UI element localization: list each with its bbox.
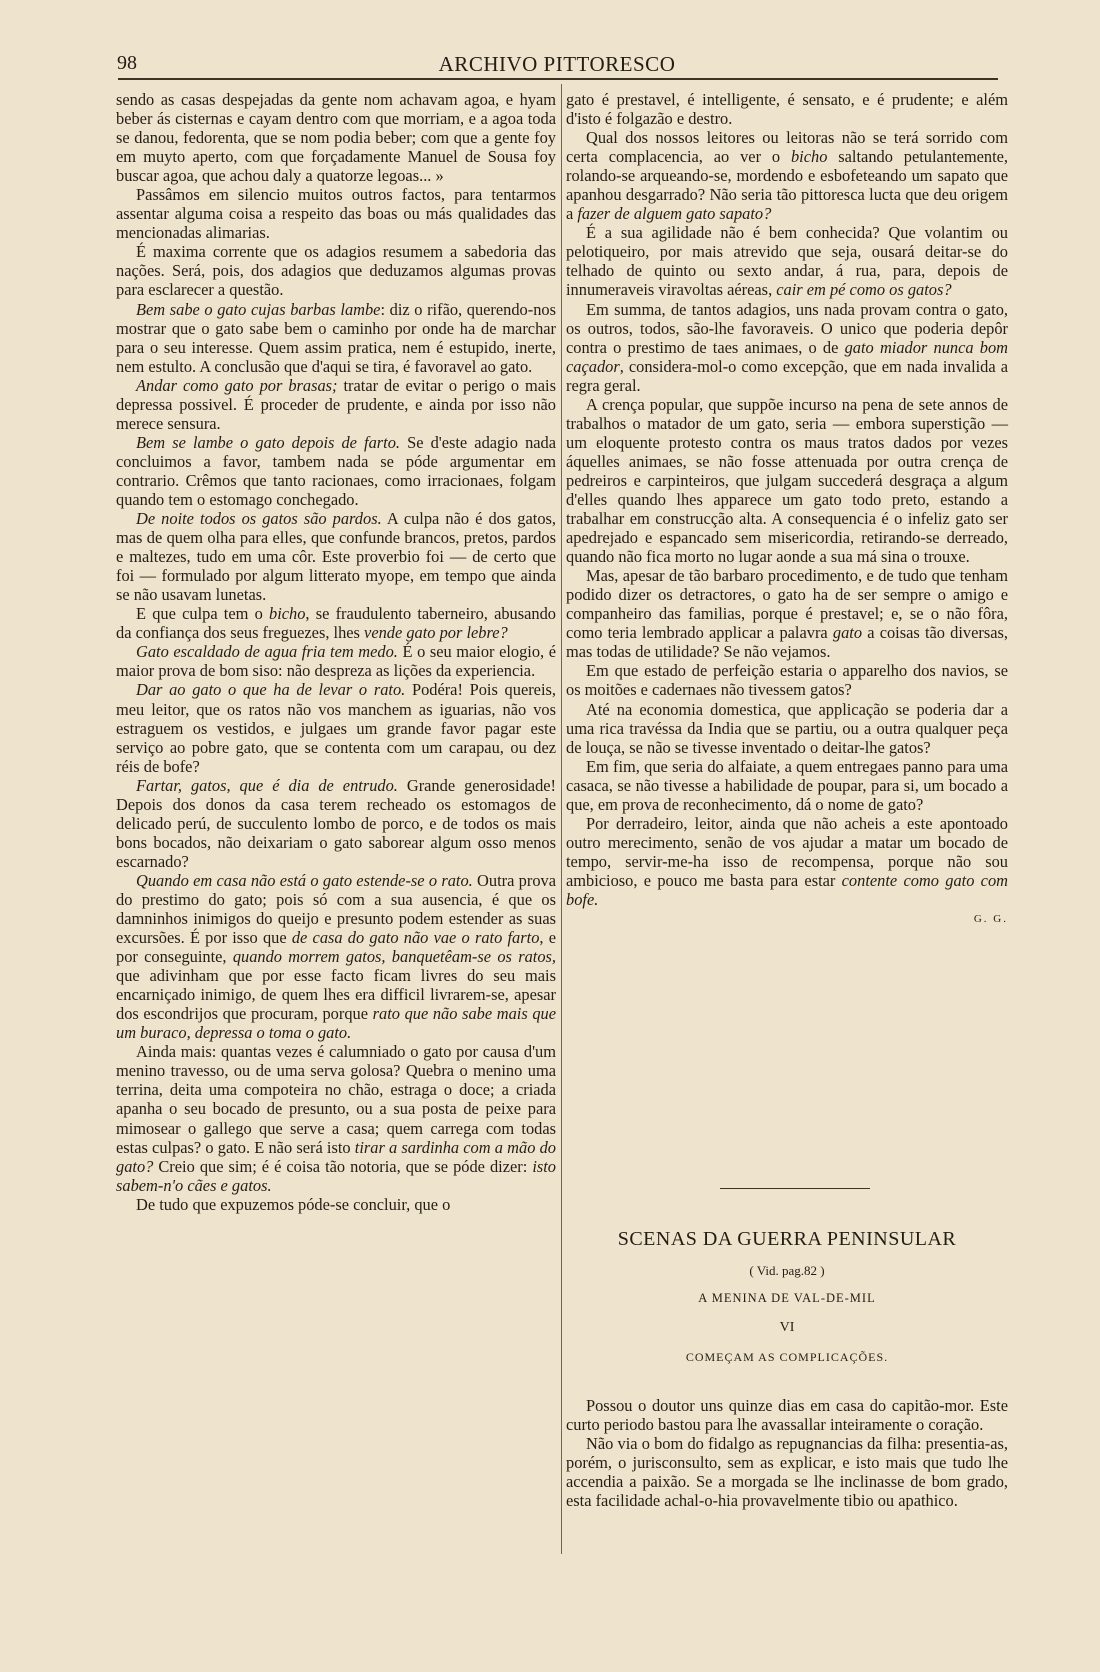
italic-phrase: Andar como gato por brasas; xyxy=(136,375,338,395)
italic-phrase: gato miador nunca bom caçador xyxy=(566,337,1008,376)
paragraph xyxy=(566,223,1008,299)
text-run: Outra prova do prestimo do gato; pois só com a sua ausencia, é que os damninhos inimigos do queijo e presunto podem estender as suas excursões. É por isso que xyxy=(116,870,556,948)
italic-phrase: gato xyxy=(832,623,863,643)
text-run: Se d'este adagio nada concluimos a favor, tambem nada se póde argumentar em contrario. Crêmos que tanto racionaes, como irracionaes, folgam quando tem o estomago conchegado. xyxy=(116,432,557,509)
text-run: Até na economia domestica, que applicação se poderia dar a uma rica travéssa da India que se partiu, ou a outra qualquer peça de louça, se não se tivesse inventado o deitar-lhe gatos? xyxy=(566,699,1008,757)
paragraph xyxy=(116,376,556,433)
paragraph xyxy=(116,185,556,242)
text-run: Qual dos nossos leitores ou leitoras não se terá sorrido com certa complacencia, ao ver o xyxy=(566,128,1008,167)
text-run: que adivinham que por esse facto ficam livres do seu mais encarniçado inimigo, de quem lhes era difficil livrarem-se, apesar dos escondrijos que procuram, porque xyxy=(116,966,556,1024)
paragraph xyxy=(116,1195,556,1214)
text-run: Não via o bom do fidalgo as repugnancias da filha: presentia-as, porém, o jurisconsulto, sem as explicar, e isto mais que tudo lhe accendia a paixão. Se a morgada se lhe inclinasse de bom grado, esta facilidade achal-o-hia provavelmente tibio ou apathico. xyxy=(566,1434,1008,1511)
paragraph xyxy=(566,395,1008,566)
italic-phrase: de casa do gato não vae o rato farto xyxy=(291,928,540,948)
paragraph xyxy=(566,757,1008,814)
section-reference: ( Vid. pag.82 ) xyxy=(749,1263,825,1278)
text-run: , se fraudulento taberneiro, abusando da confiança dos seus freguezes, lhes xyxy=(116,604,556,643)
left-column xyxy=(116,90,556,1550)
chapter-number: VI xyxy=(779,1320,795,1335)
text-run: Em que estado de perfeição estaria o apparelho dos navios, se os moitões e cadernaes não tivessem gatos? xyxy=(566,661,1008,700)
author-signature: G. G. xyxy=(973,913,1008,926)
text-run: Possou o doutor uns quinze dias em casa do capitão-mor. Este curto periodo bastou para lhe avassallar inteiramente o coração. xyxy=(566,1396,1008,1435)
paragraph xyxy=(116,242,556,299)
italic-phrase: Gato escaldado de agua fria tem medo. xyxy=(136,642,398,662)
right-column-article xyxy=(566,90,1008,909)
chapter-title: COMEÇAM AS COMPLICAÇÕES. xyxy=(685,1350,889,1364)
italic-phrase: tirar a sardinha com a mão do gato? xyxy=(116,1137,556,1176)
paragraph xyxy=(566,90,1008,128)
paragraph xyxy=(566,300,1008,395)
section-text xyxy=(566,1396,1008,1510)
italic-phrase: rato que não sabe mais que um buraco, depressa o toma o gato. xyxy=(116,1004,556,1043)
section-separator xyxy=(720,1188,870,1189)
page-number: 98 xyxy=(117,52,137,74)
italic-phrase: Fartar, gatos, que é dia de entrudo. xyxy=(136,775,398,795)
text-run: De tudo que expuzemos póde-se concluir, que o xyxy=(136,1194,451,1214)
text-run: Passâmos em silencio muitos outros factos, para tentarmos assentar alguma coisa a respeito das boas ou más qualidades das mencionadas alimarias. xyxy=(116,185,556,243)
right-column xyxy=(566,90,1008,1190)
italic-phrase: fazer de alguem gato sapato? xyxy=(577,204,772,224)
italic-phrase: isto sabem-n'o cães e gatos. xyxy=(116,1156,556,1195)
text-run: Creio que sim; é é coisa tão notoria, que se póde dizer: xyxy=(153,1156,533,1176)
paragraph xyxy=(566,1434,1008,1510)
paragraph xyxy=(116,509,556,604)
text-run: A culpa não é dos gatos, mas de quem olha para elles, que confunde brancos, pretos, pardos e maltezes, tudo em uma côr. Este proverbio foi — de certo que foi — formulado por algum litterato myope, em tempo que ainda se não usavam lunetas. xyxy=(116,509,556,605)
header-rule xyxy=(118,78,998,80)
text-run: Mas, apesar de tão barbaro procedimento, e de tudo que tenham podido dizer os detractores, o gato ha de ser sempre o amigo e companheiro das familias, porque é prestavel; e, se o não fôra, como teria lembrado applicar a palavra xyxy=(566,566,1008,643)
text-run: Por derradeiro, leitor, ainda que não acheis a este apontoado outro merecimento, senão de vos ajudar a matar um bocado de tempo, servir-me-ha isso de recompensa, porque não sou ambicioso, e pouco me basta para estar xyxy=(566,813,1008,890)
text-run: Grande generosidade! Depois dos donos da casa terem recheado os estomagos de delicado perú, de succulento lombo de porco, e de todos os mais bons bocados, não deixariam o gato saborear algum osso menos escarnado? xyxy=(116,775,556,871)
paragraph xyxy=(566,1396,1008,1434)
paragraph xyxy=(566,661,1008,699)
paragraph xyxy=(116,300,556,376)
paragraph xyxy=(116,776,556,871)
text-run: Podéra! Pois quereis, meu leitor, que os ratos não vos manchem as iguarias, não vos estraguem os vestidos, e julgaes um grande favor pagar este serviço ao pobre gato, que se contenta com um carapau, ou dez réis de bofe? xyxy=(116,680,556,776)
section-subtitle: A MENINA DE VAL-DE-MIL xyxy=(698,1291,876,1305)
paragraph xyxy=(116,1042,556,1194)
italic-phrase: vende gato por lebre? xyxy=(364,623,508,643)
text-run: , considera-mol-o como excepção, que em nada invalida a regra geral. xyxy=(566,356,1008,395)
italic-phrase: contente como gato com bofe. xyxy=(566,870,1008,909)
text-run: A crença popular, que suppõe incurso na pena de sete annos de trabalhos o matador de um gato, seria — embora superstição — um eloquente protesto contra os maus tratos dados por vezes áquelles animaes, se não fosse attenuada por outra crença de pedreiros e carpinteiros, que julgam succederá desgraça a algum d'elles quando lhes apparece um gato todo preto, estando a trabalhar em construcção alta. A consequencia é o infeliz gato ser apedrejado e espancado sem misericordia, retirando-se derreado, quando não fica morto no lugar aonde a sua má sina o trouxe. xyxy=(566,394,1008,567)
italic-phrase: bicho xyxy=(790,147,828,167)
section-heading xyxy=(566,1228,1008,1365)
text-run: sendo as casas despejadas da gente nom achavam agoa, e hyam beber ás cisternas e cayam dentro com que morriam, e a agoa toda se danou, fedorenta, que se nom podia beber; com que a gente foy em muyto aperto, com que forçadamente Manuel de Sousa foy buscar agoa, que achou daly a quatorze legoas... » xyxy=(116,90,556,186)
paragraph xyxy=(116,604,556,642)
italic-phrase: Quando em casa não está o gato estende-se o rato. xyxy=(136,870,473,890)
paragraph xyxy=(566,566,1008,661)
italic-phrase: cair em pé como os gatos? xyxy=(776,280,952,300)
italic-phrase: quando morrem gatos, banquetêam-se os ratos, xyxy=(232,947,556,967)
italic-phrase: bicho xyxy=(269,604,306,624)
running-header xyxy=(112,52,1002,80)
paragraph xyxy=(566,128,1008,223)
text-run: : diz o rifão, querendo-nos mostrar que o gato sabe bem o caminho por onde ha de marchar para o seu interesse. Quem assim pratica, nem é estupido, inerte, nem estulto. A conclusão que d'aqui se tira, é favoravel ao gato. xyxy=(116,299,556,376)
italic-phrase: De noite todos os gatos são pardos. xyxy=(136,509,382,529)
text-run: É o seu maior elogio, é maior prova de bom siso: não despreza as lições da experiencia. xyxy=(116,642,556,681)
paragraph xyxy=(116,433,556,509)
text-run: tratar de evitar o perigo o mais depressa possivel. É proceder de prudente, e ainda por isso não merece sensura. xyxy=(116,375,556,433)
italic-phrase: Bem sabe o gato cujas barbas lambe xyxy=(136,299,381,319)
paragraph xyxy=(566,814,1008,909)
text-run: , e por conseguinte, xyxy=(116,928,556,967)
section-title: SCENAS DA GUERRA PENINSULAR xyxy=(617,1228,957,1250)
text-run: Em fim, que seria do alfaiate, a quem entregaes panno para uma casaca, se não tivesse a habilidade de poupar, para si, um bocado a que, em prova de reconhecimento, dá o nome de gato? xyxy=(566,756,1008,814)
paragraph xyxy=(116,90,556,185)
text-run: Em summa, de tantos adagios, uns nada provam contra o gato, os outros, todos, são-lhe favoraveis. O unico que poderia depôr contra o prestimo de taes animaes, o de xyxy=(566,299,1008,357)
text-run: E que culpa tem o xyxy=(136,604,269,624)
text-run: gato é prestavel, é intelligente, é sensato, e é prudente; e além d'isto é folgazão e destro. xyxy=(566,90,1008,129)
paragraph xyxy=(566,700,1008,757)
running-title: ARCHIVO PITTORESCO xyxy=(438,52,676,76)
text-run: a coisas tão diversas, mas todas de utilidade? Se não vejamos. xyxy=(566,623,1008,662)
text-run: É a sua agilidade não é bem conhecida? Que volantim ou pelotiqueiro, por mais atrevido que seja, ousará deitar-se do telhado de quinto ou sexto andar, á rua, para, depois de innumeraveis viravoltas aéreas, xyxy=(566,223,1008,300)
italic-phrase: Dar ao gato o que ha de levar o rato. xyxy=(136,680,406,700)
italic-phrase: Bem se lambe o gato depois de farto. xyxy=(136,432,401,452)
paragraph xyxy=(116,871,556,1042)
text-run: saltando petulantemente, rolando-se arqueando-se, mordendo e esbofeteando um sapato que apanhou desgarrado? Não seria tão pittoresca lucta que deu origem a xyxy=(566,147,1008,224)
text-run: É maxima corrente que os adagios resumem a sabedoria das nações. Será, pois, dos adagios que deduzamos algumas provas para esclarecer a questão. xyxy=(116,242,556,300)
column-divider xyxy=(561,84,562,1554)
text-run: Ainda mais: quantas vezes é calumniado o gato por causa d'um menino travesso, ou de uma serva golosa? Quebra o menino uma terrina, deita uma compoteira no chão, estraga o doce; a criada apanha o seu bocado de presunto, ou a sua posta de peixe para mimosear o gallego que serve a casa; quem carrega com todas estas culpas? o gato. E não será isto xyxy=(116,1042,556,1157)
paragraph xyxy=(116,680,556,775)
paragraph xyxy=(116,642,556,680)
